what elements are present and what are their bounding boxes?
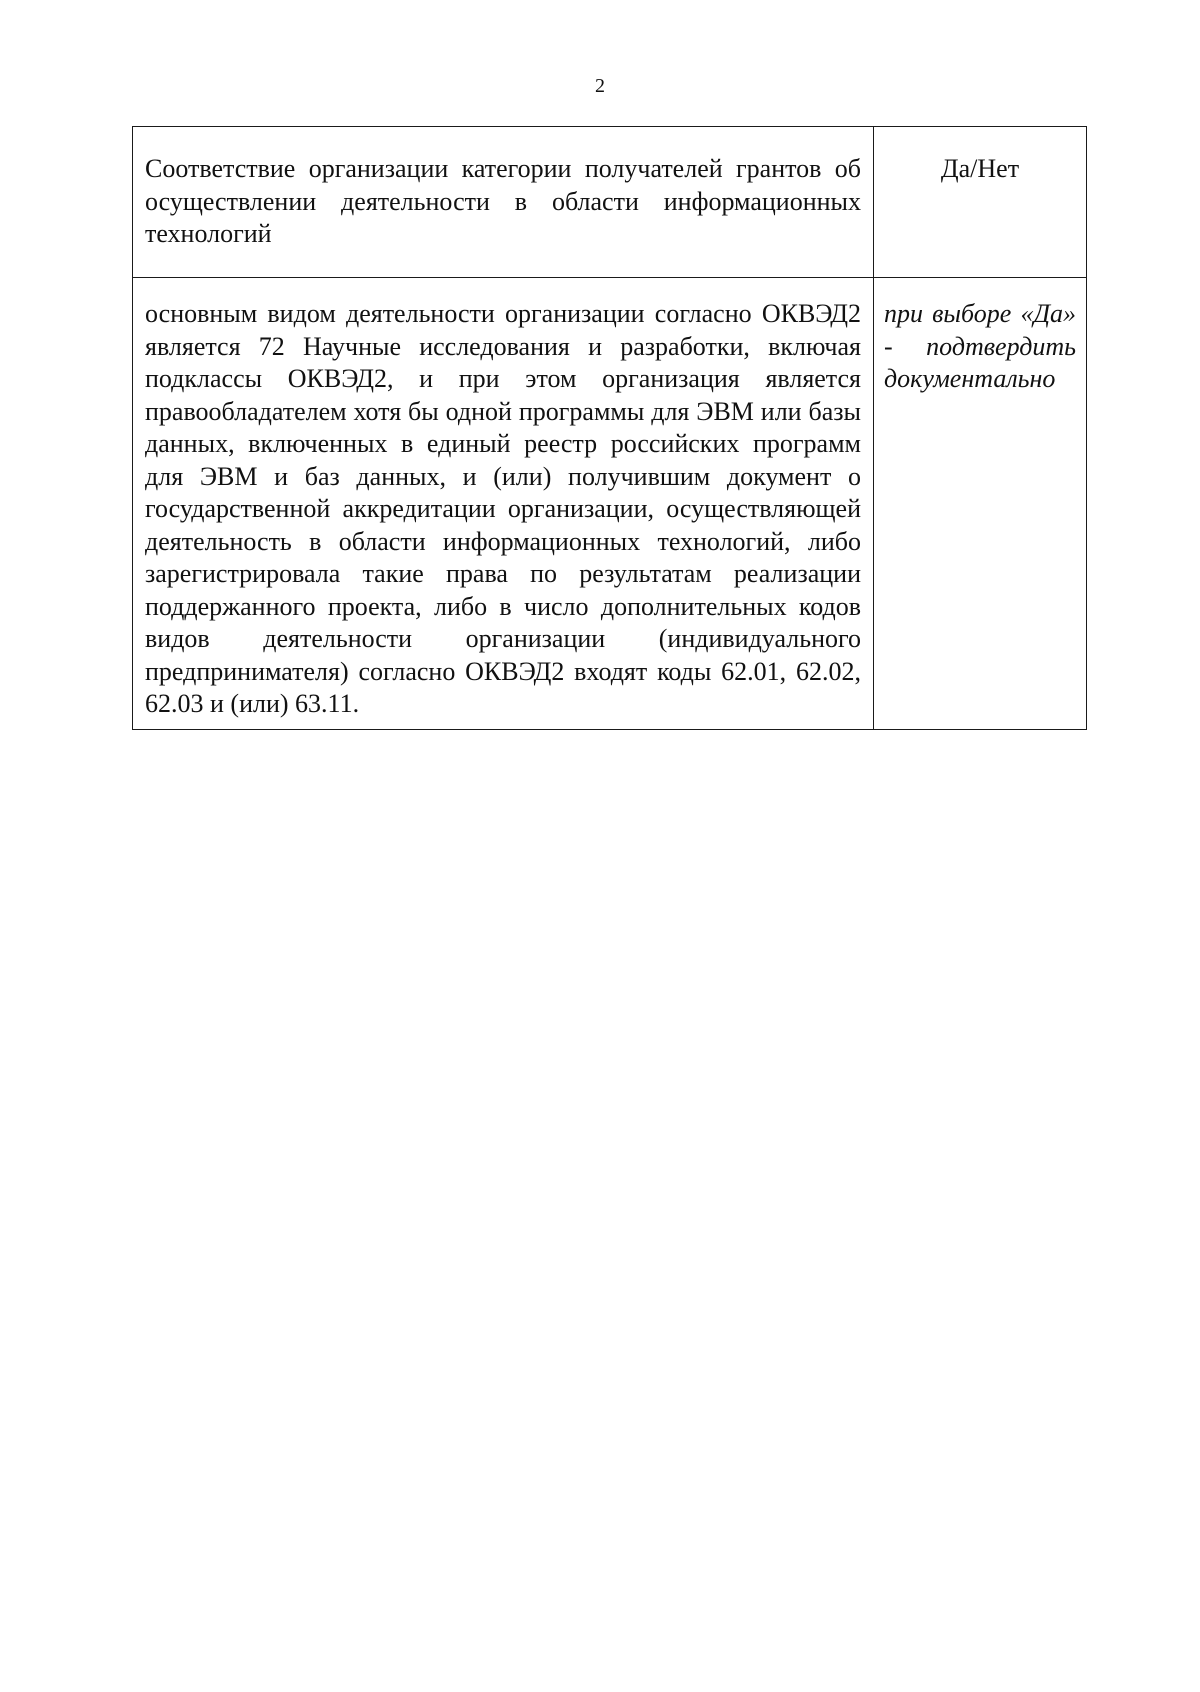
confirmation-note-cell: при выборе «Да» - подтвердить документально [874,278,1087,730]
page-number: 2 [595,75,605,97]
answer-header-cell: Да/Нет [874,127,1087,278]
criterion-header-cell: Соответствие организации категории получателей грантов об осуществлении деятельности в области информационных технологий [133,127,874,278]
table-header-row [133,127,1087,278]
criterion-description-cell: основным видом деятельности организации согласно ОКВЭД2 является 72 Научные исследования и разработки, включая подклассы ОКВЭД2, и при этом организация является правообладателем хотя бы одной программы для ЭВМ или базы данных, включенных в единый реестр российских программ для ЭВМ и баз данных, и (или) получившим документ о государственной аккредитации организации, осуществляющей деятельность в области информационных технологий, либо зарегистрировала такие права по результатам реализации поддержанного проекта, либо в число дополнительных кодов видов деятельности организации (индивидуального предпринимателя) согласно ОКВЭД2 входят коды 62.01, 62.02, 62.03 и (или) 63.11. [133,278,874,730]
criteria-table [132,126,1087,730]
table-row [133,278,1087,730]
